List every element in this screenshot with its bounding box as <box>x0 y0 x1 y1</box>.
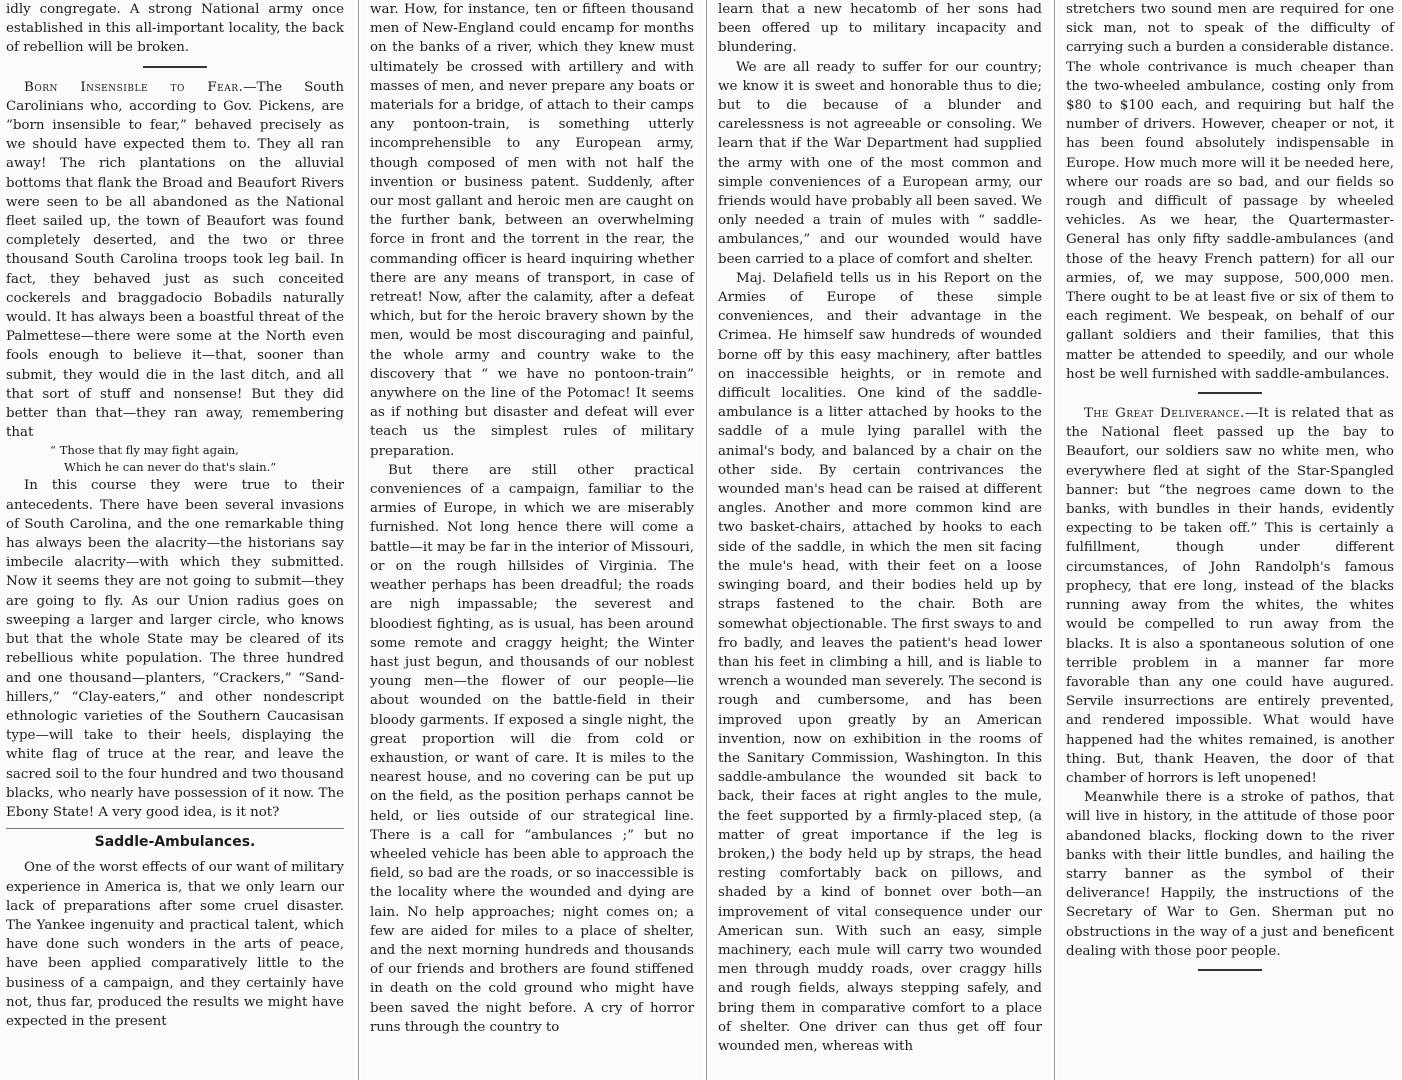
column-4 <box>1058 0 1402 1080</box>
quote-line-1: “ Those that fly may fight again, <box>50 443 239 458</box>
column-2 <box>362 0 702 1080</box>
paragraph-conveniences: But there are still other practical conveniences of a campaign, familiar to the armies of Europe, in which we are miserably furnished. Not long hence there will come a battle—it may be far in the interior of Missouri, or on the rough hillsides of Virginia. The weather perhaps has been dreadful; the roads are nigh impassable; the severest and bloodiest fighting, as is usual, has been around some remote and craggy height; the Winter hast just begun, and thousands of our noblest young men—the flower of our people—lie about wounded on the battle-field in their bloody garments. If exposed a single night, the great proportion will die from cold or exhaustion, or want of care. It is miles to the nearest house, and no covering can be put up on the field, as the position perhaps cannot be held, or lies outside of our strategical line. There is a call for “ambulances ;” but no wheeled vehicle has been able to approach the field, so bad are the roads, or so inaccessible is the locality where the wounded and dying are lain. No help approaches; night comes on; a few are aided for miles to a place of shelter, and the next morning hundreds and thousands of our friends and brothers are found stiffened in death on the cold ground who might have been saved the night before. A cry of horror runs through the country to <box>370 462 694 1035</box>
paragraph-war: war. How, for instance, ten or fifteen thousand men of New-England could encamp for months on the banks of a river, which they knew must ultimately be crossed with artillery and with masses of men, and never prepare any boats or materials for a bridge, of attach to their camps any pontoon-train, is something utterly incomprehensible to any European army, though composed of men with not half the invention or business patent. Suddenly, after our most gallant and heroic men are caught on the further bank, between an overwhelming force in front and the torrent in the rear, the commanding officer is heard inquiring whether there are any means of transport, in case of retreat! Now, after the calamity, after a defeat which, but for the heroic bravery shown by the men, would be most discouraging and painful, the whole army and country wake to the discovery that “ we have no pontoon-train” anywhere on the line of the Potomac! It seems as if nothing but disaster and defeat will ever teach us the simplest rules of military preparation. <box>370 2 694 459</box>
article-born-insensible <box>6 78 344 443</box>
column-rule <box>706 0 707 1080</box>
section-rule <box>6 828 344 829</box>
paragraph-intro: idly congregate. A strong National army once established in this all-important locality, the back of rebellion will be broken. <box>6 2 344 56</box>
article-title-born-insensible: Born Insensible to Fear. <box>24 79 244 95</box>
article-heading-saddle-ambulances: Saddle-Ambulances. <box>94 834 256 851</box>
section-divider <box>143 66 207 68</box>
paragraph-stretchers: stretchers two sound men are required for one sick man, not to speak of the difficulty of carrying such a burden a considerable distance. The whole contrivance is much cheaper than the two-wheeled ambulance, costing only from $80 to $100 each, and requiring but half the number of drivers. However, cheaper or not, it has been found absolutely indispensable in Europe. How much more will it be needed here, where our roads are so bad, and our fields so rough and difficult of passage by wheeled vehicles. As we hear, the Quartermaster-General has only fifty saddle-ambulances (and those of the heavy French pattern) for all our armies, of, we may suppose, 500,000 men. There ought to be at least five or six of them to each regiment. We bespeak, on behalf of our gallant soldiers and their families, that this matter be attended to speedily, and our whole host be well furnished with saddle-ambulances. <box>1066 2 1394 382</box>
paragraph-pathos: Meanwhile there is a stroke of pathos, that will live in history, in the attitude of those poor abandoned blacks, flocking down to the river banks with their little bundles, and hailing the starry banner as the symbol of their deliverance! Happily, the instructions of the Secretary of War to Gen. Sherman put no obstructions in the way of a just and beneficent dealing with those poor people. <box>1066 790 1394 959</box>
section-divider <box>1198 969 1262 971</box>
column-3 <box>710 0 1050 1080</box>
paragraph-hecatomb: learn that a new hecatomb of her sons had been offered up to military incapacity and blundering. <box>718 2 1042 56</box>
article-text-born-insensible: —The South Carolinians who, according to Gov. Pickens, are “born insensible to fear,” behaved precisely as we should have expected them to. They all ran away! The rich plantations on the alluvial bottoms that flank the Broad and Beaufort Rivers were seen to be all abandoned as the National fleet sailed up, the town of Beaufort was found completely deserted, and the two or three thousand South Carolina troops took leg bail. In fact, they behaved just as such conceited cockerels and braggadocio Bobadils naturally would. It has always been a boastful threat of the Palmettese—there were some at the North even fools enough to believe it—that, sooner than submit, they would die in the last ditch, and all that sort of stuff and nonsense! But they did better than that—they ran away, remembering that <box>6 79 344 441</box>
paragraph-delafield: Maj. Delafield tells us in his Report on the Armies of Europe of these simple conveniences, and their advantage in the Crimea. He himself saw hundreds of wounded borne off by this easy machinery, after battles on inaccessible heights, or in remote and difficult localities. One kind of the saddle-ambulance is a litter attached by hooks to the saddle of a mule lying parallel with the animal's body, and balanced by a chair on the other side. By certain contrivances the wounded man's head can be raised at different angles. Another and more common kind are two basket-chairs, attached by hooks to each side of the saddle, in which the men sit facing the mule's head, with their feet on a loose swinging board, and their bodies held up by straps fastened to the chair. Both are somewhat objectionable. The first sways to and fro badly, and leaves the patient's head lower than his feet in climbing a hill, and is liable to wrench a wounded man severely. The second is rough and cumbersome, and has been improved upon greatly by an American invention, now on exhibition in the rooms of the Sanitary Commission, Washington. In this saddle-ambulance the wounded sit back to back, their faces at right angles to the mule, the feet supported by a firmly-placed step, (a matter of great importance if the leg is broken,) the body held up by straps, the head resting comfortably back on pillows, and shaded by a kind of bonnet over both—an improvement of vital consequence under our American sun. With such an easy, simple machinery, each mule will carry two wounded men through muddy roads, over craggy hills and rough fields, always stepping safely, and bring them in comparative comfort to a place of shelter. One driver can thus get off four wounded men, whereas with <box>718 270 1042 1054</box>
paragraph-ready-to-suffer: We are all ready to suffer for our country; we know it is sweet and honorable thus to die; but to die because of a blunder and carelessness is not agreeable or consoling. We learn that if the War Department had supplied the army with one of the most common and simple conveniences of a European army, our friends would have probably all been saved. We only needed a train of mules with “ saddle-ambulances,” and our wounded would have been carried to a place of comfort and shelter. <box>718 59 1042 267</box>
paragraph-antecedents: In this course they were true to their antecedents. There have been several invasions of South Carolina, and the one remarkable thing has always been the alacrity—the historians say imbecile alacrity—with which they submitted. Now it seems they are not going to submit—they are going to fly. As our Union radius goes on sweeping a larger and larger circle, who knows but that the whole State may be cleared of its rebellious white population. The three hundred and one thousand—planters, “Crackers,” “Sand-hillers,” “Clay-eaters,” and other nondescript ethnologic varieties of the Southern Caucasisan type—will take to their heels, displaying the white flag of truce at the rear, and leave the sacred soil to the four hundred and two thousand blacks, who nearly have possession of it now. The Ebony State! A very good idea, is it not? <box>6 478 344 820</box>
quote-line-2: Which he can never do that's slain.” <box>64 460 277 475</box>
column-rule <box>358 0 359 1080</box>
article-title-great-deliverance: The Great Deliverance. <box>1084 406 1245 422</box>
article-text-great-deliverance: —It is related that as the National fleet passed up the bay to Beaufort, our soldiers saw no white men, who everywhere fled at sight of the Star-Spangled banner: but “the negroes came down to the banks, with bundles in their hands, evidently expecting to be taken off.” This is certainly a fulfillment, though under different circumstances, of John Randolph's famous prophecy, that ere long, instead of the blacks running away from the whites, the whites would be compelled to run away from the blacks. It is also a spontaneous solution of one terrible problem in a manner far more favorable than any one could have augured. Servile insurrections are entirely prevented, and rendered impossible. What would have happened had the whites remained, is another thing. But, thank Heaven, the door of that chamber of horrors is left unopened! <box>1066 406 1394 786</box>
section-divider <box>1198 392 1262 394</box>
paragraph-saddle-ambulances: One of the worst effects of our want of military experience in America is, that we only learn our lack of preparations after some cruel disaster. The Yankee ingenuity and practical talent, which have done such wonders in the arts of peace, have been applied comparatively little to the business of a campaign, and they certainly have not, thus far, produced the results we might have expected in the present <box>6 860 344 1029</box>
column-rule <box>1054 0 1055 1080</box>
column-1 <box>0 0 354 1080</box>
article-great-deliverance <box>1066 404 1394 788</box>
